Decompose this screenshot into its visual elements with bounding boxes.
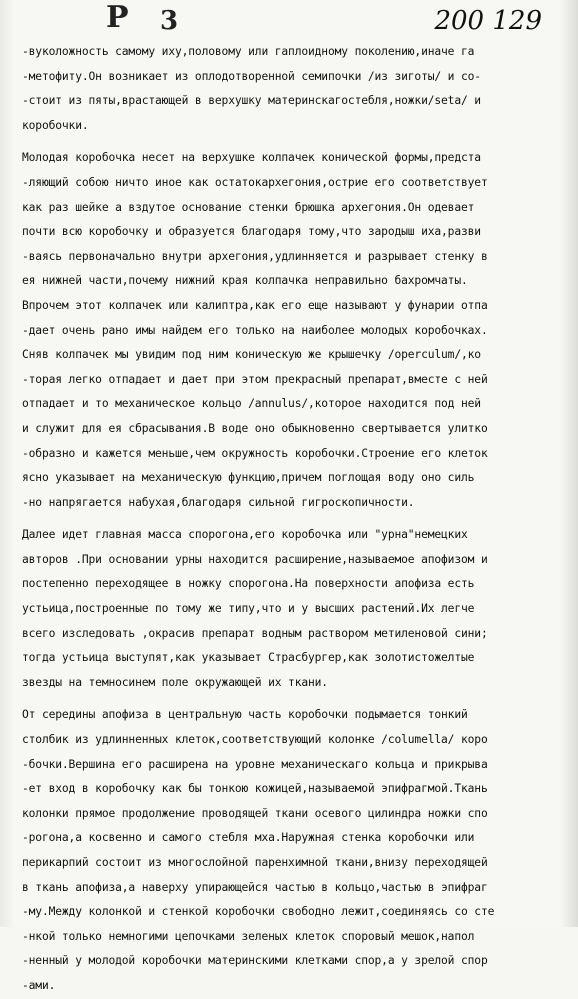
text-line: -метофиту.Он возникает из оплодотворенной семипочки /из зиготы/ и со- — [22, 69, 481, 83]
text-line: звезды на темносинем поле окружающей их ткани. — [22, 675, 328, 689]
text-line: -бочки.Вершина его расширена на уровне механическаго кольца и прикрыва — [22, 757, 488, 771]
text-line: -ами. — [22, 978, 56, 992]
text-line: Молодая коробочка несет на верхушке колпачек конической формы,предста — [22, 151, 481, 165]
text-line: Сняв колпачек мы увидим под ним коническую же крышечку /operculum/,ко — [22, 348, 481, 362]
text-line: -дает очень рано имы найдем его только на наиболее молодых коробочках. — [22, 323, 488, 337]
paragraph-gap — [22, 695, 570, 703]
text-line: в ткань апофиза,а наверху упирающейся частью в кольцо,частью в эпифраг — [22, 880, 488, 894]
paragraph — [22, 523, 570, 695]
text-line: -образно и кажется меньше,чем окружность коробочки.Строение его клеток — [22, 446, 488, 460]
handwritten-mark-left: P — [106, 0, 129, 35]
text-line: устьица,построенные по тому же типу,что и у высших растений.Их легче — [22, 602, 475, 616]
paragraph — [22, 146, 570, 515]
text-line: как раз шейке а вздутое основание стенки брюшка архегония.Он одевает — [22, 200, 475, 214]
text-line: -ненный у молодой коробочки материнскими клетками спор,а у зрелой спор — [22, 954, 488, 968]
text-line: и служит для ея сбрасывания.В воде оно обыкновенно свертывается улитко — [22, 421, 488, 435]
paragraph-gap — [22, 138, 570, 146]
text-line: отпадает и то механическое кольцо /annulus/,которое находится под ней — [22, 397, 481, 411]
text-line: столбик из удлинненных клеток,соответствующий колонке /columella/ коро — [22, 733, 488, 747]
text-line: -торая легко отпадает и дает при этом прекрасный препарат,вместе с ней — [22, 372, 488, 386]
text-line: -ляющий собою ничто иное как остатокархегония,острие его соответствует — [22, 175, 488, 189]
document-body — [22, 40, 570, 999]
text-line: коробочки. — [22, 118, 89, 132]
text-line: колонки прямое продолжение проводящей ткани осевого цилиндра ножки спо — [22, 806, 488, 820]
handwritten-mark-right: 3 — [160, 6, 179, 36]
text-line: тогда устьица выступят,как указывает Страсбургер,как золотистожелтые — [22, 651, 475, 665]
text-line: Впрочем этот колпачек или калиптра,как его еще называют у фунарии отпа — [22, 298, 488, 312]
text-line: -нкой только немногими цепочками зеленых клеток споровый мешок,напол — [22, 929, 475, 943]
text-line: постепенно переходящее в ножку спорогона.На поверхности апофиза есть — [22, 577, 475, 591]
text-line: От середины апофиза в центральную часть коробочки подымается тонкий — [22, 708, 468, 722]
text-line: -но напрягается набухая,благодаря сильной гигроскопичности. — [22, 495, 415, 509]
text-line: ея нижней части,почему нижний края колпачка неправильно бахромчаты. — [22, 274, 468, 288]
paragraph — [22, 40, 570, 138]
text-line: перикарпий состоит из многослойной паренхимной ткани,внизу переходящей — [22, 856, 488, 869]
text-line: -рогона,а косвенно и самого стебля мха.Наружная стенка коробочки или — [22, 831, 475, 845]
text-line: -стоит из пяты,врастающей в верхушку материнскагостебля,ножки/seta/ и — [22, 94, 481, 108]
paragraph — [22, 703, 570, 998]
text-line: -ет вход в коробочку как бы тонкою кожицей,называемой эпифрагмой.Ткань — [22, 782, 488, 796]
text-line: -му.Между колонкой и стенкой коробочки свободно лежит,соединяясь со сте — [22, 905, 495, 919]
text-line: почти всю коробочку и образуется благодаря тому,что зародыш иха,разви — [22, 225, 481, 239]
text-line: -ваясь первоначально внутри архегония,удлинняется и разрывает стенку в — [22, 249, 488, 263]
text-line: авторов .При основании урны находится расширение,называемое апофизом и — [22, 552, 488, 566]
page-number: 200 129 — [434, 6, 542, 36]
text-line: -вуколожность самому иху,половому или гаплоидному поколению,иначе га — [22, 45, 475, 58]
paragraph-gap — [22, 515, 570, 523]
text-line: ясно указывает на механическую функцию,причем поглощая воду оно силь — [22, 471, 475, 485]
text-line: всего изследовать ,окрасив препарат водным раствором метиленовой сини; — [22, 626, 488, 640]
text-line: Далее идет главная масса спорогона,его коробочка или "урна"немецких — [22, 528, 468, 542]
